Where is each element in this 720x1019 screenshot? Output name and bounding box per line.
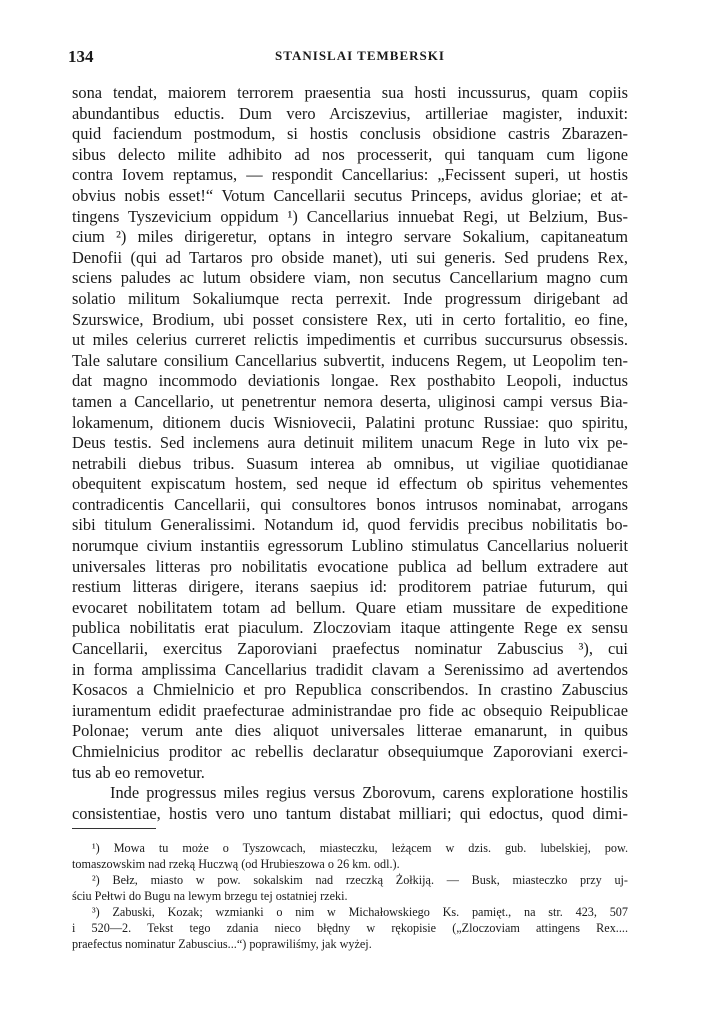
text-line: Inde progressus miles regius versus Zborovum, carens exploratione hostilis bbox=[110, 783, 628, 803]
text-line: obequitent expiscatum hostem, sed neque id effectum ob spiritus vehementes bbox=[72, 474, 628, 494]
running-title: STANISLAI TEMBERSKI bbox=[275, 48, 445, 63]
text-line: sona tendat, maiorem terrorem praesentia sua hosti incussurus, quam copiis bbox=[72, 83, 628, 102]
text-line: tamen a Cancellario, ut penetrentur nemora deserta, uliginosi campi versus Bia- bbox=[72, 391, 628, 411]
text-line: sibi titulum Generalissimi. Notandum id, quod fervidis precibus nobilitatis bo- bbox=[72, 515, 628, 535]
text-line: cium ²) miles dirigeretur, optans in integro servare Sokalium, capitaneatum bbox=[72, 227, 628, 247]
text-line: norumque civium instantiis egressorum Lublino stimulatus Cancellarius noluerit bbox=[72, 536, 628, 556]
text-line: ut miles celerius curreret relictis impedimentis et curribus succursurus obsessis. bbox=[72, 330, 628, 350]
text-line: in forma amplissima Cancellarius tradidit clavam a Serenissimo ad avertendos bbox=[72, 659, 628, 679]
text-line: Kosacos a Chmielnicio et pro Republica conscribendos. In crastino Zabuscius bbox=[72, 680, 628, 700]
footnote-line: ²) Bełz, miasto w pow. sokalskim nad rzeczką Żołkiją. — Busk, miasteczko przy uj- bbox=[92, 873, 628, 887]
footnote-line: praefectus nominatur Zabuscius...“) poprawiliśmy, jak wyżej. bbox=[72, 937, 372, 951]
text-line: sibus delecto milite adhibito ad nos processerit, qui tanquam cum ligone bbox=[72, 144, 628, 164]
text-line: Chmielnicius proditor ac rebellis declaratur obsequiumque Zaporoviani exerci- bbox=[72, 742, 628, 761]
footnote-line: ¹) Mowa tu może o Tyszowcach, miasteczku, leżącem w dzis. gub. lubelskiej, pow. bbox=[92, 841, 628, 855]
text-line: tingens Tyszevicium oppidum ¹) Cancellarius innuebat Regi, ut Belzium, Bus- bbox=[72, 206, 628, 226]
text-line: Deus testis. Sed inclemens aura detinuit militem unacum Rege in luto vix pe- bbox=[72, 433, 628, 453]
text-line: Cancellarii, exercitus Zaporoviani praefectus nominatur Zabuscius ³), cui bbox=[72, 639, 628, 659]
text-line: tus ab eo removetur. bbox=[72, 762, 205, 782]
text-line: evocaret nobilitatem totam ad bellum. Quare etiam mussitare de expeditione bbox=[72, 597, 628, 617]
text-line: Szurswice, Brodium, ubi posset consistere Rex, uti in certo fortalitio, eo fine, bbox=[72, 309, 628, 329]
text-line: contra Iovem reptamus, — respondit Cancellarius: „Fecissent superi, ut hostis bbox=[72, 165, 628, 185]
text-line: lokamenum, ditionem ducis Wisniovecii, Palatini protunc Russiae: quo spiritu, bbox=[72, 412, 628, 432]
text-line: obvius nobis esset!“ Votum Cancellarii secutus Princeps, avidus gloriae; et at- bbox=[72, 185, 628, 205]
text-line: Denofii (qui ad Tartaros pro obside manet), uti sui generis. Sed prudens Rex, bbox=[72, 247, 628, 267]
text-line: Tale salutare consilium Cancellarius subvertit, inducens Regem, ut Leopolim ten- bbox=[72, 350, 628, 370]
text-line: consistentiae, hostis vero uno tantum distabat milliari; qui edoctus, quod dimi- bbox=[72, 803, 628, 823]
text-line: solatio militum Sokaliumque recta perrexit. Inde progressum dirigebant ad bbox=[72, 288, 628, 308]
text-line: restium litteras dirigere, iterans saepius id: proditorem patriae futurum, qui bbox=[72, 577, 628, 597]
text-line: quid faciendum postmodum, si hostis conclusis obsidione castris Zbarazen- bbox=[72, 124, 628, 144]
footnote-line: ściu Pełtwi do Bugu na lewym brzegu tej ostatniej rzeki. bbox=[72, 889, 348, 903]
footnote-line: ³) Zabuski, Kozak; wzmianki o nim w Michałowskiego Ks. pamięt., na str. 423, 507 bbox=[92, 905, 628, 919]
text-line: sciens paludes ac lutum obsidere viam, non secutus Cancellarium magno cum bbox=[72, 268, 628, 288]
page-number: 134 bbox=[68, 47, 94, 66]
text-line: iuramentum edidit praefecturae administrandae pro fide ac obsequio Reipublicae bbox=[72, 700, 628, 720]
text-line: contradicentis Cancellarii, qui consultores bonos intrusos nominabat, arrogans bbox=[72, 494, 628, 514]
text-line: abundantibus eductis. Dum vero Arciszevius, artilleriae magister, induxit: bbox=[72, 103, 628, 123]
footnote-line: tomaszowskim nad rzeką Huczwą (od Hrubieszowa o 26 km. odl.). bbox=[72, 857, 400, 871]
text-line: universales litteras pro nobilitatis evocatione publica ad bellum extradere aut bbox=[72, 556, 628, 576]
text-line: netrabili diebus tribus. Suasum interea ab omnibus, ut vigiliae quotidianae bbox=[72, 453, 628, 473]
footnotes bbox=[72, 840, 628, 952]
text-line: Polonae; verum ante dies aliquot universales litterae emanarunt, in quibus bbox=[72, 721, 628, 741]
footnote-line: i 520—2. Tekst tego zdania nieco błędny w rękopisie („Zloczoviam attingens Rex.... bbox=[72, 921, 628, 935]
text-line: publica nobilitatis erat piaculum. Zloczoviam itaque attingente Rege ex sensu bbox=[72, 618, 628, 638]
footnote-separator bbox=[72, 828, 156, 829]
body-text bbox=[72, 83, 628, 824]
text-line: dat magno incommodo deviationis longae. Rex posthabito Leopoli, inductus bbox=[72, 371, 628, 391]
